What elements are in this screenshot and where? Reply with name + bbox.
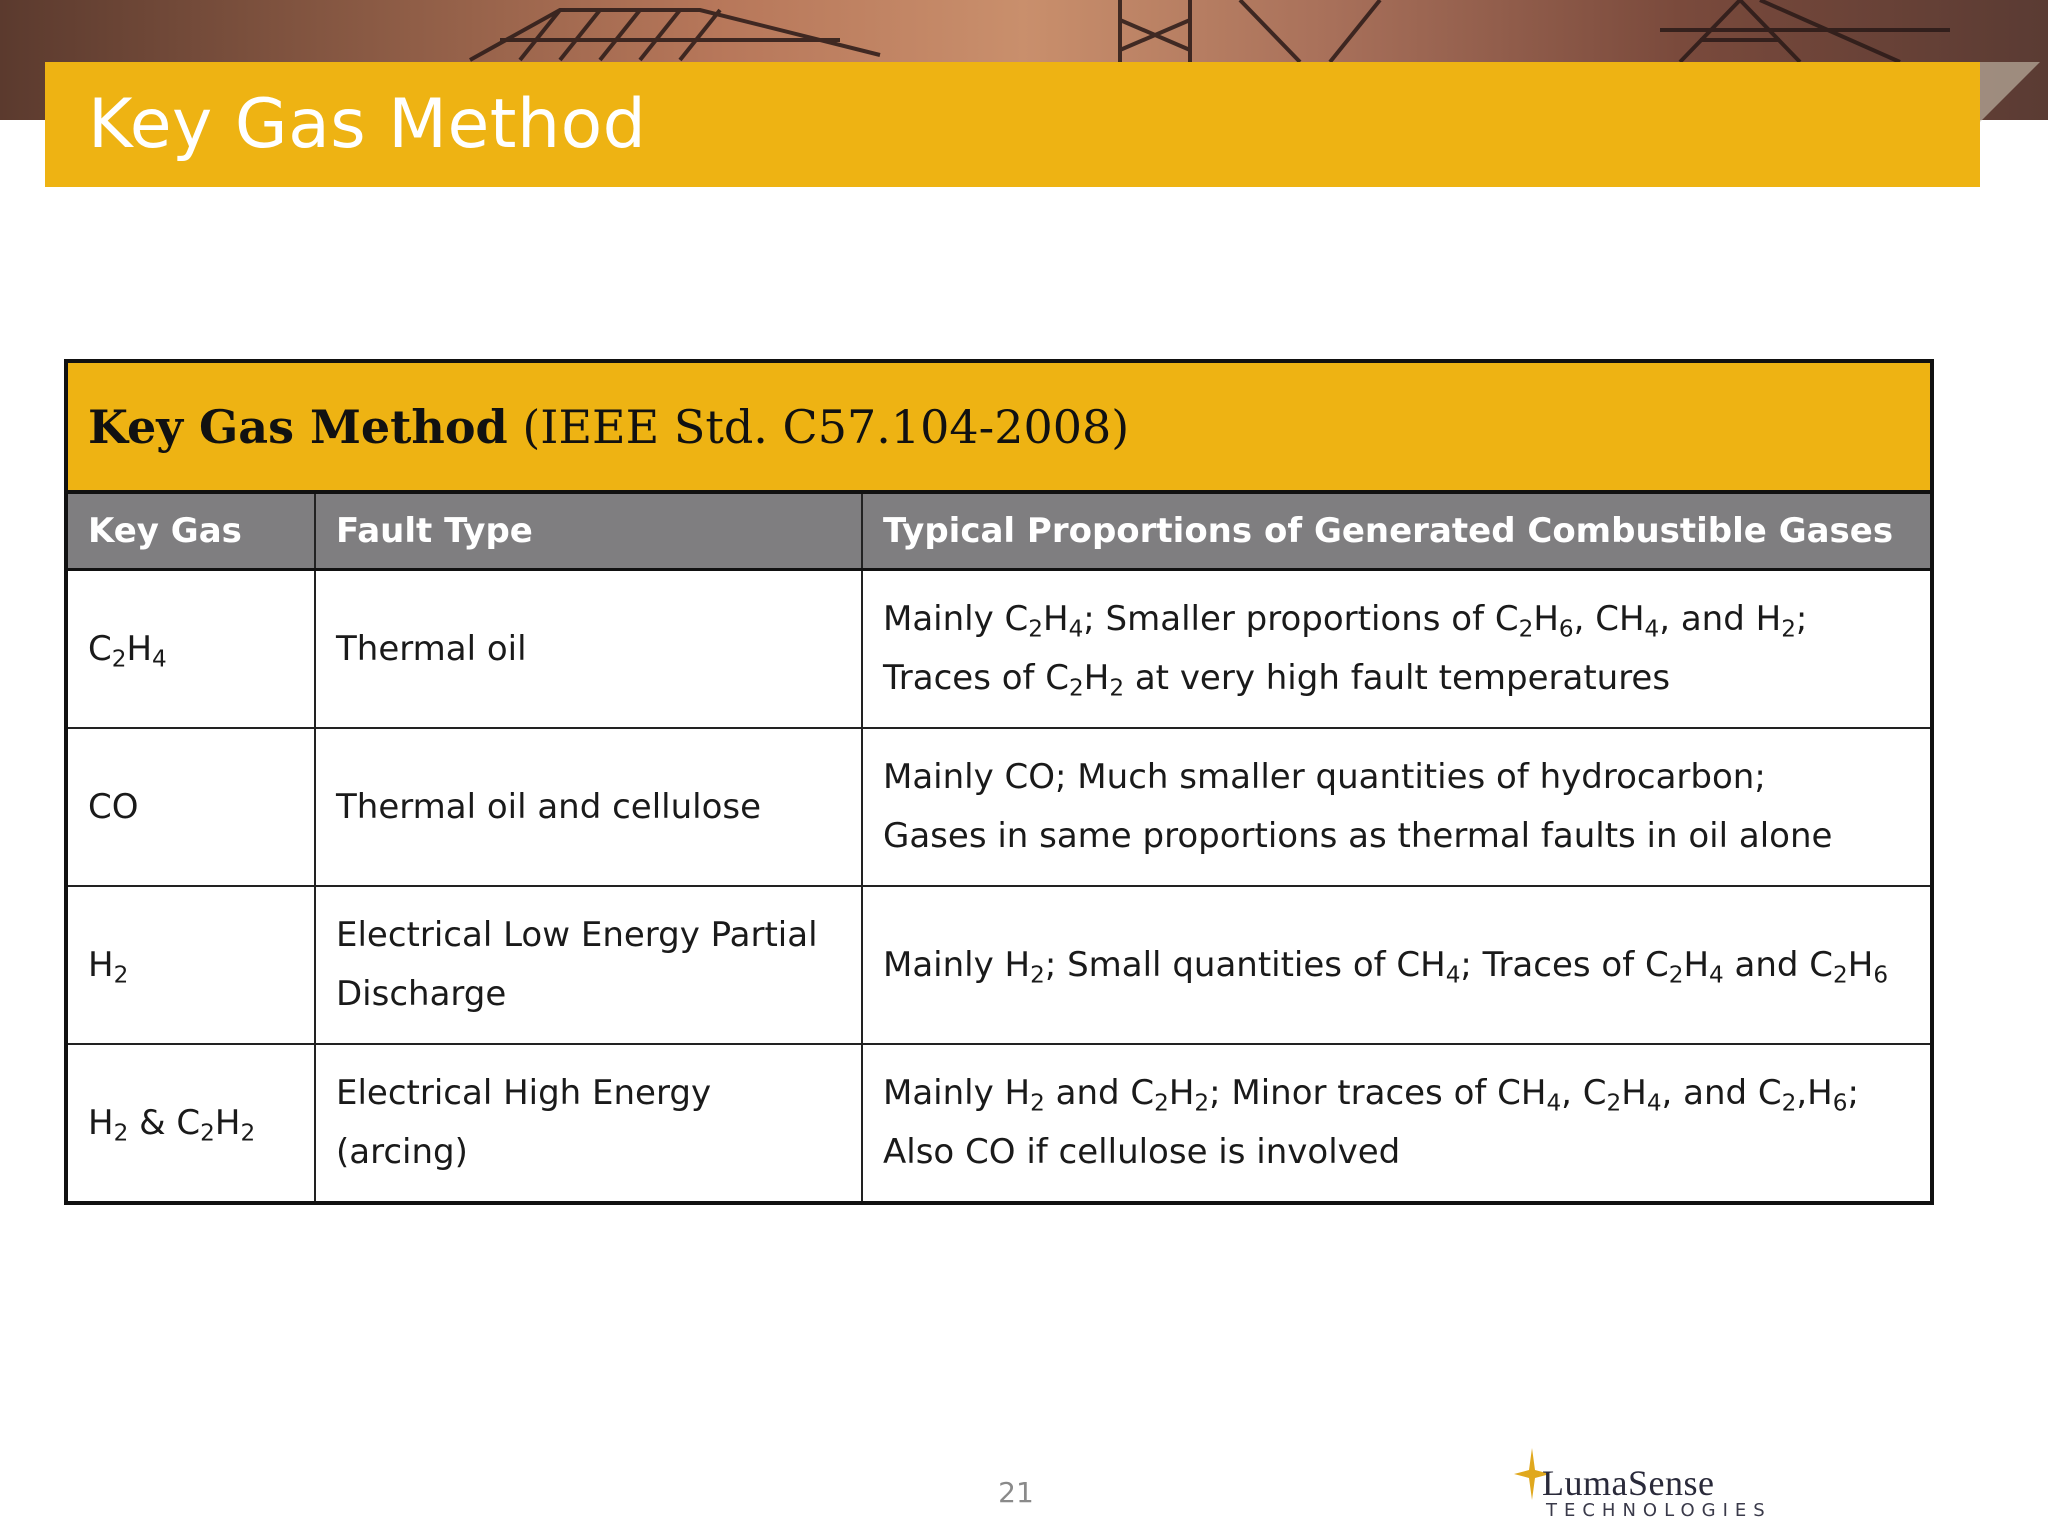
page-number: 21 — [998, 1476, 1034, 1509]
caption-bold: Key Gas Method — [88, 399, 508, 454]
slide-title: Key Gas Method — [88, 85, 647, 164]
cell-fault-type: Electrical High Energy (arcing) — [315, 1044, 862, 1201]
lumasense-logo — [1512, 1446, 1772, 1521]
cell-proportions: Mainly $C_2H_4$; Smaller proportions of $C_2H_6$, $CH_4$, and $H_2$; Traces of $C_2H_2$ at very high fault temperatures — [862, 570, 1930, 729]
cell-key-gas: CO — [68, 728, 315, 886]
table-row — [68, 570, 1930, 729]
header-fault-type: Fault Type — [315, 492, 862, 570]
key-gas-table — [64, 359, 1934, 1205]
cell-fault-type: Thermal oil and cellulose — [315, 728, 862, 886]
cell-proportions: Mainly CO; Much smaller quantities of hydrocarbon; Gases in same proportions as thermal faults in oil alone — [862, 728, 1930, 886]
title-bar-fold — [1980, 62, 2040, 122]
caption-standard: (IEEE Std. C57.104-2008) — [507, 399, 1130, 454]
table-row — [68, 1044, 1930, 1201]
header-proportions: Typical Proportions of Generated Combustible Gases — [862, 492, 1930, 570]
table-caption — [68, 363, 1930, 492]
cell-key-gas: $H_2$ — [68, 886, 315, 1044]
header-key-gas: Key Gas — [68, 492, 315, 570]
cell-key-gas: $H_2$ & $C_2H_2$ — [68, 1044, 315, 1201]
logo-tagline: TECHNOLOGIES — [1546, 1500, 1772, 1521]
logo-name: LumaSense — [1542, 1463, 1715, 1503]
cell-proportions: Mainly $H_2$ and $C_2H_2$; Minor traces of $CH_4$, $C_2H_4$, and $C_2,H_6$; Also CO if cellulose is involved — [862, 1044, 1930, 1201]
cell-fault-type: Electrical Low Energy Partial Discharge — [315, 886, 862, 1044]
cell-key-gas: $C_2H_4$ — [68, 570, 315, 729]
table-row — [68, 886, 1930, 1044]
cell-fault-type: Thermal oil — [315, 570, 862, 729]
table-row — [68, 728, 1930, 886]
cell-proportions: Mainly $H_2$; Small quantities of $CH_4$; Traces of $C_2H_4$ and $C_2H_6$ — [862, 886, 1930, 1044]
